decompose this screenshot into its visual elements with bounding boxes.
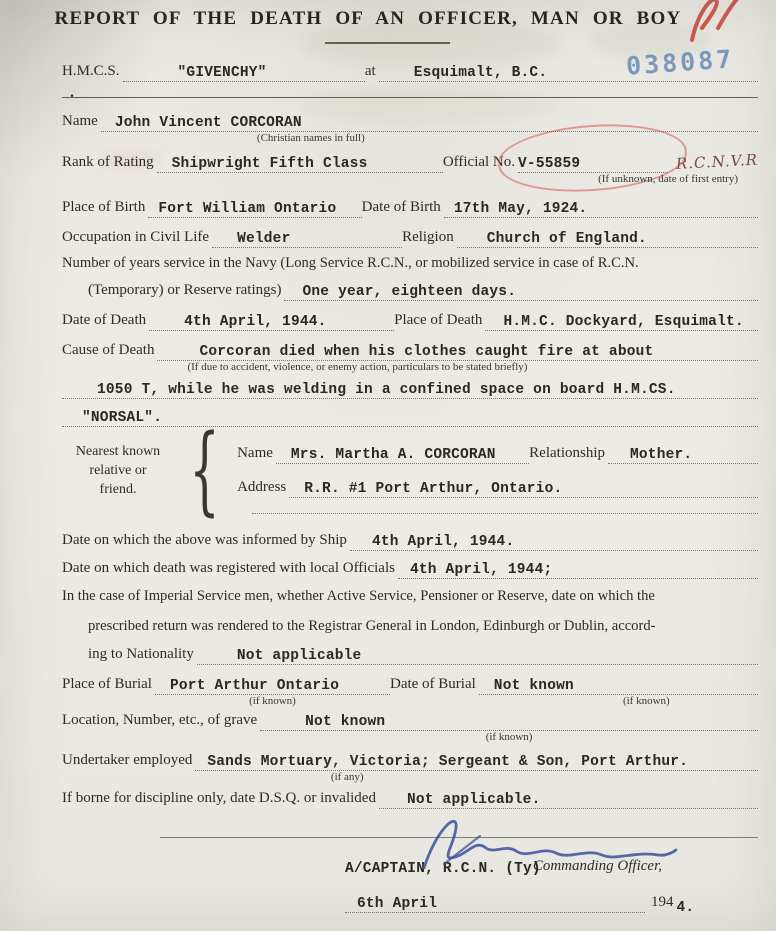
relationship-value: Mother. — [630, 447, 693, 463]
date-of-burial-label: Date of Burial — [389, 676, 476, 692]
service-text-line1: Number of years service in the Navy (Long Service R.C.N., or mobilized service in case of R.C.N. — [62, 255, 639, 271]
place-of-birth-field — [148, 196, 361, 218]
relationship-field — [608, 442, 758, 464]
rank-value: Shipwright Fifth Class — [171, 156, 368, 172]
row-rank — [62, 150, 759, 185]
row-registered — [62, 557, 758, 579]
ship-place-field — [379, 60, 758, 82]
date-of-burial-caption: (if known) — [622, 695, 670, 707]
form-body — [62, 0, 758, 931]
year-typed: 4. — [676, 900, 695, 916]
stray-period: . — [70, 84, 74, 101]
imperial-text-line1: In the case of Imperial Service men, whether Active Service, Pensioner or Reserve, date on which the — [62, 588, 655, 604]
year-printed: 194 — [651, 894, 674, 910]
relative-label-line3: friend. — [99, 481, 137, 497]
row-birth — [62, 196, 758, 218]
brace-glyph: { — [189, 414, 220, 526]
name-value: John Vincent CORCORAN — [114, 115, 302, 131]
nationality-label: ing to Nationality — [88, 646, 194, 662]
row-name — [62, 110, 758, 144]
ship-value: "GIVENCHY" — [177, 65, 267, 81]
date-of-burial-value: Not known — [493, 678, 574, 694]
name-label: Name — [62, 113, 98, 129]
date-of-death-value: 4th April, 1944. — [184, 314, 327, 330]
undertaker-caption: (if any) — [330, 771, 364, 783]
place-of-death-field — [485, 309, 758, 331]
row-cause — [62, 339, 758, 373]
cause-field — [157, 339, 758, 373]
imperial-text-line2: prescribed return was rendered to the Registrar General in London, Edinburgh or Dublin, accord- — [88, 618, 656, 634]
row-date-signed — [62, 891, 758, 916]
address-value: R.R. #1 Port Arthur, Ontario. — [304, 481, 563, 497]
cause-cont2-value: "NORSAL". — [82, 410, 163, 426]
place-of-burial-label: Place of Burial — [62, 676, 152, 692]
date-of-burial-field — [479, 673, 758, 707]
undertaker-label: Undertaker employed — [62, 752, 193, 768]
section-rule — [62, 97, 758, 98]
grave-caption: (if known) — [485, 731, 533, 743]
row-undertaker — [62, 749, 758, 783]
relative-name-value: Mrs. Martha A. CORCORAN — [290, 447, 496, 463]
row-grave — [62, 709, 758, 743]
rank-label: Rank of Rating — [62, 154, 154, 170]
row-occupation — [62, 226, 758, 248]
date-of-birth-label: Date of Birth — [361, 199, 441, 215]
relationship-label: Relationship — [529, 445, 605, 461]
cause-caption: (If due to accident, violence, or enemy action, particulars to be stated briefly) — [187, 361, 528, 373]
place-of-burial-value: Port Arthur Ontario — [169, 678, 340, 694]
ship-place-value: Esquimalt, B.C. — [413, 65, 548, 81]
row-cause-cont1 — [62, 377, 758, 399]
grave-field — [260, 709, 758, 743]
relative-address-row — [237, 476, 758, 498]
grave-value: Not known — [305, 714, 386, 730]
place-of-burial-caption: (if known) — [249, 695, 296, 707]
address-label: Address — [237, 479, 287, 495]
name-field — [101, 110, 758, 144]
registered-label: Date on which death was registered with local Officials — [62, 560, 395, 576]
discipline-value: Not applicable. — [406, 792, 541, 808]
official-no-label: Official No. — [442, 154, 516, 170]
place-of-birth-value: Fort William Ontario — [158, 201, 337, 217]
date-signed-field — [345, 891, 645, 913]
service-field — [284, 279, 758, 301]
cause-label: Cause of Death — [62, 342, 155, 358]
informed-value: 4th April, 1944. — [371, 534, 515, 550]
registered-value: 4th April, 1944; — [409, 562, 553, 578]
date-of-death-label: Date of Death — [62, 312, 147, 328]
religion-value: Church of England. — [486, 231, 647, 247]
ship-label: H.M.C.S. — [62, 63, 120, 79]
row-service — [62, 279, 758, 301]
date-of-birth-value: 17th May, 1924. — [453, 201, 588, 217]
occupation-label: Occupation in Civil Life — [62, 229, 210, 245]
cause-value: Corcoran died when his clothes caught fire at about — [199, 344, 654, 360]
at-label: at — [364, 63, 376, 79]
row-death — [62, 309, 758, 331]
row-ship — [62, 60, 758, 82]
commanding-officer-printed: Commanding Officer, — [532, 858, 663, 874]
registered-field — [398, 557, 758, 579]
captain-typed: A/CAPTAIN, R.C.N. (Ty) — [345, 861, 541, 877]
discipline-label: If borne for discipline only, date D.S.Q. or invalided — [62, 790, 376, 806]
nationality-value: Not applicable — [236, 648, 362, 664]
relative-label-line2: relative or — [89, 462, 147, 478]
date-of-death-field — [149, 309, 394, 331]
signature-rule — [160, 837, 758, 838]
rank-field — [157, 151, 443, 173]
serial-stamp: 038087 — [624, 44, 735, 81]
ship-field — [123, 60, 365, 82]
name-caption: (Christian names in full) — [256, 132, 365, 144]
occupation-value: Welder — [237, 231, 291, 247]
discipline-field — [379, 787, 758, 809]
service-value: One year, eighteen days. — [302, 284, 517, 300]
place-of-burial-field — [155, 673, 390, 707]
date-of-birth-field — [444, 196, 758, 218]
relative-name-label: Name — [237, 445, 273, 461]
informed-label: Date on which the above was informed by Ship — [62, 532, 347, 548]
row-discipline — [62, 787, 758, 809]
row-nationality — [62, 643, 758, 665]
nationality-field — [197, 643, 758, 665]
handwritten-rcnvr: R.C.N.V.R — [675, 150, 759, 173]
row-informed — [62, 529, 758, 551]
row-cause-cont2 — [62, 405, 758, 427]
place-of-death-value: H.M.C. Dockyard, Esquimalt. — [503, 314, 744, 330]
cause-cont2-field — [62, 405, 758, 427]
place-of-birth-label: Place of Birth — [62, 199, 146, 215]
religion-label: Religion — [402, 229, 454, 245]
service-label: (Temporary) or Reserve ratings) — [88, 282, 282, 298]
undertaker-field — [195, 749, 758, 783]
relative-name-field — [276, 442, 529, 464]
grave-label: Location, Number, etc., of grave — [62, 712, 258, 728]
form-title: REPORT OF THE DEATH OF AN OFFICER, MAN OR BOY — [54, 8, 682, 29]
religion-field — [457, 226, 758, 248]
address-field — [289, 476, 758, 498]
cause-cont1-value: 1050 T, while he was welding in a confined space on board H.M.CS. — [97, 382, 676, 398]
official-no-caption: (If unknown, date of first entry) — [598, 173, 739, 185]
blank-dotted-line — [252, 505, 758, 514]
row-burial — [62, 673, 758, 707]
date-signed-value: 6th April — [357, 896, 438, 912]
occupation-field — [212, 226, 402, 248]
informed-field — [350, 529, 758, 551]
row-captain — [62, 858, 758, 877]
cause-cont1-field — [62, 377, 758, 399]
relative-label-line1: Nearest known — [75, 443, 161, 459]
official-no-value: V-55859 — [518, 156, 581, 172]
relative-label — [62, 442, 174, 499]
place-of-death-label: Place of Death — [394, 312, 483, 328]
undertaker-value: Sands Mortuary, Victoria; Sergeant & Son, Port Arthur. — [207, 754, 689, 770]
relative-name-row — [237, 442, 758, 464]
